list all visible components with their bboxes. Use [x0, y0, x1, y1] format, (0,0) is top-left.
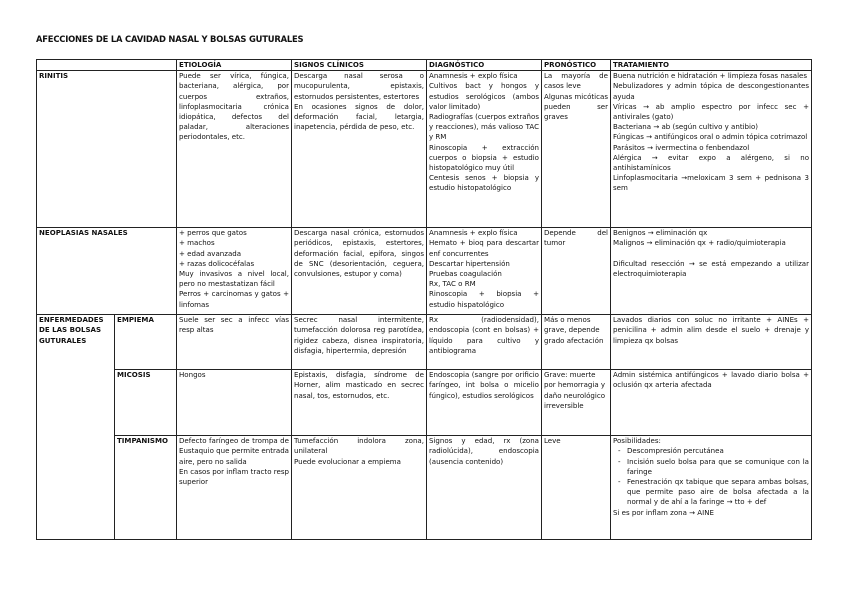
timp-etio-2: En casos por inflam tracto resp superior [179, 466, 289, 487]
rinitis-dx-1: Anamnesis + explo física [429, 71, 518, 81]
header-tratamiento: TRATAMIENTO [611, 60, 812, 71]
row-empiema [37, 315, 812, 370]
rinitis-tx-5: Fúngicas → antifúngicos oral o admin tópica cotrimazol [613, 132, 808, 142]
rinitis-dx-5: Centesis senos + biopsia y estudio histopatológico [429, 173, 539, 193]
neo-dx-3: Descartar hipertensión [429, 258, 510, 268]
micosis-etiologia: Hongos [177, 370, 292, 436]
rinitis-signos [292, 71, 427, 228]
rinitis-dx-3: Radiografías (cuerpos extraños y reacciones), más valioso TAC y RM [429, 112, 539, 142]
neo-dx-2: Hemato + bioq para descartar enf concurrentes [429, 238, 539, 258]
row-timpanismo [37, 436, 812, 540]
list-item: - Descompresión percutánea [627, 446, 809, 456]
rinitis-tx-4: Bacteriana → ab (según cultivo y antibio) [613, 122, 759, 132]
neo-tx-1: Benignos → eliminación qx [613, 228, 708, 238]
neo-dx-6: Rinoscopia + biopsia + estudio hispatológico [429, 289, 539, 309]
micosis-signos: Epistaxis, disfagia, síndrome de Horner, alim masticado en secrec nasal, tos, estornudos, etc. [292, 370, 427, 436]
timp-etio-1: Defecto faríngeo de trompa de Eustaquio que permite entrada aire, pero no salida [179, 436, 289, 466]
empiema-tratamiento: Lavados diarios con soluc no irritante + AINEs + penicilina + admin alim desde el suelo + drenaje y limpieza qx bolsas [611, 315, 812, 370]
rinitis-tx-1: Buena nutrición e hidratación + limpieza fosas nasales [613, 71, 808, 81]
rinitis-dx-4: Rinoscopia + extracción cuerpos o biopsia + estudio histopatológico muy útil [429, 142, 539, 173]
micosis-tratamiento: Admin sistémica antifúngicos + lavado diario bolsa + oclusión qx arteria afectada [611, 370, 812, 436]
timp-tx-list [613, 446, 809, 507]
list-item: - Incisión suelo bolsa para que se comunique con la faringe [627, 457, 809, 477]
empiema-signos: Secrec nasal intermitente, tumefacción dolorosa reg parotídea, rigidez cabeza, disnea inspiratoria, disfagia, hipertermia, depresión [292, 315, 427, 370]
afecciones-table [36, 59, 812, 540]
rinitis-tx-7: Alérgica → evitar expo a alérgeno, si no antihistamínicos [613, 152, 809, 173]
rinitis-dx-2: Cultivos bact y hongos y estudios serológicos (ambos valor limitado) [429, 81, 539, 111]
timpanismo-label: TIMPANISMO [115, 436, 177, 540]
neo-dx-4: Pruebas coagulación [429, 269, 502, 279]
neo-etio-4: + razas dolicocéfalas [179, 258, 255, 268]
rinitis-tx-3: Víricas → ab amplio espectro por infecc sec + antivirales (gato) [613, 101, 809, 122]
neoplasias-signos: Descarga nasal crónica, estornudos periódicos, epistaxis, estertores, deformación facial, epífora, singos de SNC (desorientación, ceguera, convulsiones, estupor y coma) [292, 228, 427, 315]
rinitis-tx-2: Nebulizadores y admin tópica de descongestionantes ayuda [613, 81, 809, 101]
neoplasias-tratamiento [611, 228, 812, 315]
page-title: AFECCIONES DE LA CAVIDAD NASAL Y BOLSAS GUTURALES [36, 34, 304, 44]
micosis-diagnostico: Endoscopia (sangre por orificio faríngeo, int bolsa o micelio fúngico), estudios serológicos [427, 370, 542, 436]
neo-tx-2: Malignos → eliminación qx + radio/quimioterapia [613, 238, 786, 248]
neoplasias-label: NEOPLASIAS NASALES [37, 228, 177, 315]
header-empty [37, 60, 177, 71]
neoplasias-pronostico: Depende del tumor [542, 228, 611, 315]
neoplasias-etiologia [177, 228, 292, 315]
header-row [37, 60, 812, 71]
timpanismo-signos [292, 436, 427, 540]
neo-etio-1: + perros que gatos [179, 228, 247, 238]
header-diagnostico: DIAGNÓSTICO [427, 60, 542, 71]
rinitis-tratamiento [611, 71, 812, 228]
empiema-etiologia: Suele ser sec a infecc vías resp altas [177, 315, 292, 370]
micosis-pronostico: Grave: muerte por hemorragia y daño neurológico irreversible [542, 370, 611, 436]
timp-tx-intro: Posibilidades: [613, 436, 661, 446]
timpanismo-diagnostico: Signos y edad, rx (zona radiolúcida), endoscopia (ausencia contenido) [427, 436, 542, 540]
empiema-diagnostico: Rx (radiodensidad), endoscopia (cont en bolsas) + líquido para cultivo y antibiograma [427, 315, 542, 370]
rinitis-label: RINITIS [37, 71, 177, 228]
timp-signos-2: Puede evolucionar a empiema [294, 456, 401, 466]
rinitis-diagnostico [427, 71, 542, 228]
bolsas-label: ENFERMEDADES DE LAS BOLSAS GUTURALES [37, 315, 115, 540]
row-rinitis [37, 71, 812, 228]
neo-dx-5: Rx, TAC o RM [429, 279, 476, 289]
rinitis-prono-1: La mayoría de casos leve [544, 71, 608, 91]
header-signos: SIGNOS CLÍNICOS [292, 60, 427, 71]
header-pronostico: PRONÓSTICO [542, 60, 611, 71]
list-item: - Fenestración qx tabique que separa ambas bolsas, que permite paso aire de bolsa afectada a la normal y de ahí a la faringe → tto + def [627, 477, 809, 508]
rinitis-signos-2: En ocasiones signos de dolor, deformación facial, letargia, inapetencia, pérdida de peso, etc. [294, 101, 424, 132]
neo-tx-gap [613, 249, 809, 259]
rinitis-signos-1: Descarga nasal serosa o mucopurulenta, epistaxis, estornudos persistentes, estertores [294, 71, 424, 101]
timpanismo-pronostico: Leve [542, 436, 611, 540]
neo-etio-3: + edad avanzada [179, 248, 242, 258]
rinitis-prono-2: Algunas micóticas pueden ser graves [544, 91, 609, 122]
header-etiologia: ETIOLOGÍA [177, 60, 292, 71]
neo-etio-5: Muy invasivos a nivel local, pero no mestastatizan fácil [179, 269, 289, 289]
neoplasias-diagnostico [427, 228, 542, 315]
rinitis-etiologia: Puede ser vírica, fúngica, bacteriana, alérgica, por cuerpos extraños, linfoplasmocitaria crónica idiopática, defectos del paladar, alteraciones periodontales, etc. [177, 71, 292, 228]
timpanismo-tratamiento [611, 436, 812, 540]
neo-etio-2: + machos [179, 238, 215, 248]
empiema-pronostico: Más o menos grave, depende grado afectación [542, 315, 611, 370]
timpanismo-etiologia [177, 436, 292, 540]
neo-etio-6: Perros + carcinomas y gatos + linfomas [179, 289, 289, 309]
row-micosis [37, 370, 812, 436]
micosis-label: MICOSIS [115, 370, 177, 436]
rinitis-tx-8: Linfoplasmocitaria →meloxicam 3 sem + pednisona 3 sem [613, 173, 809, 193]
rinitis-pronostico [542, 71, 611, 228]
empiema-label: EMPIEMA [115, 315, 177, 370]
rinitis-tx-6: Parásitos → ivermectina o fenbendazol [613, 142, 750, 152]
timp-tx-outro: Si es por inflam zona → AINE [613, 507, 714, 517]
neo-tx-4: Dificultad resección → se está empezando a utilizar electroquimioterapia [613, 258, 809, 278]
row-neoplasias [37, 228, 812, 315]
timp-signos-1: Tumefacción indolora zona, unilateral [294, 436, 424, 456]
neo-dx-1: Anamnesis + explo física [429, 228, 518, 238]
